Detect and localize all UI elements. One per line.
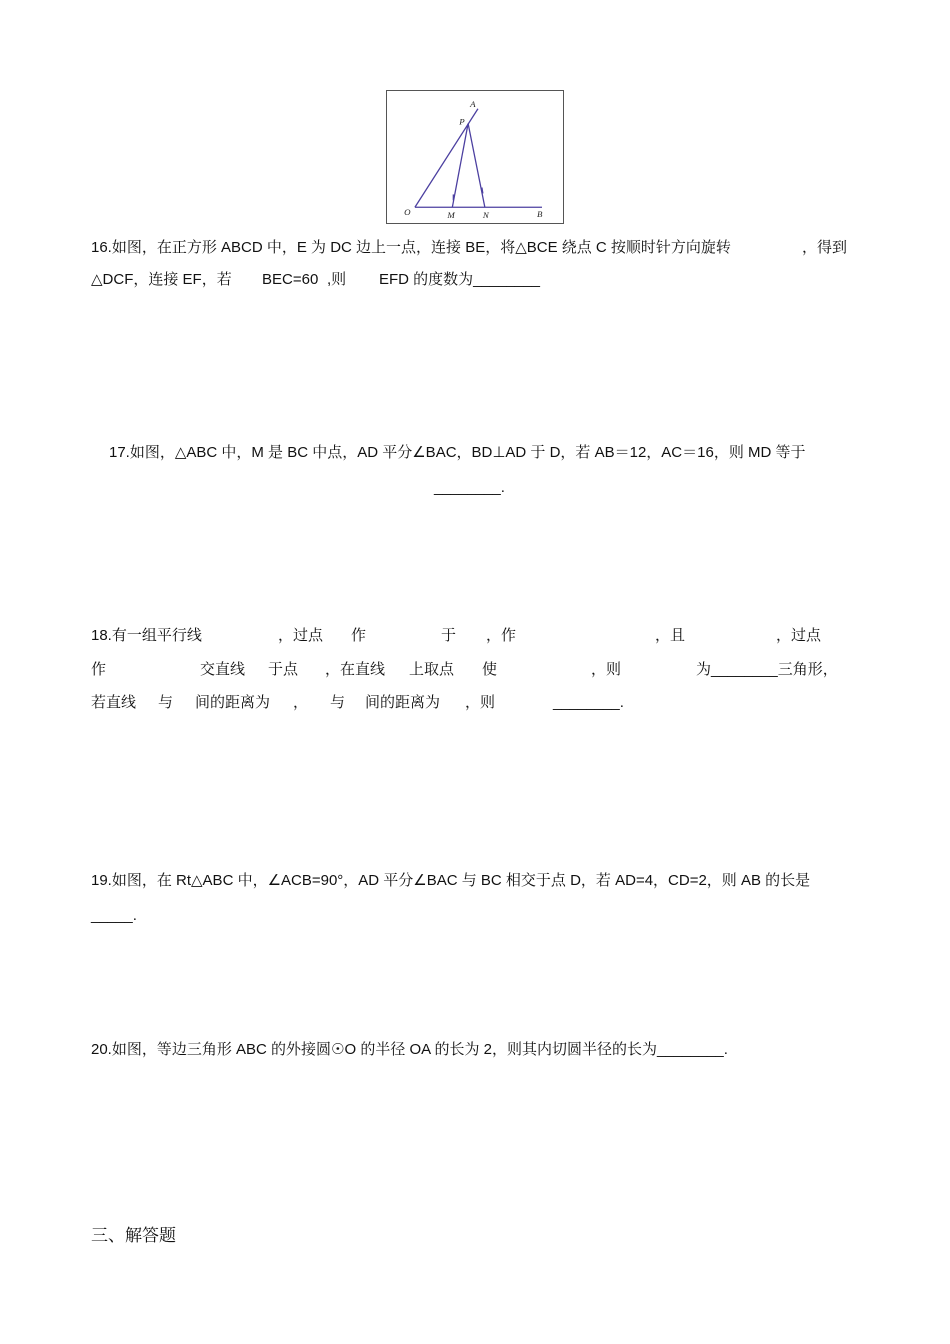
q20-line1: 20.如图，等边三角形 ABC 的外接圆☉O 的半径 OA 的长为 2，则其内切圆半径的长为________. [91,1041,728,1058]
q18-l3-1: 与 [158,694,174,711]
q16-line1: 16.如图，在正方形 ABCD 中，E 为 DC 边上一点，连接 BE，将△BCE 绕点 C 按顺时针方向旋转 [91,239,731,256]
q18-l1-1: ，过点 [278,627,324,644]
q18-l2-5: 使 [482,661,498,678]
q18-l2-2: 于点 [268,661,299,678]
q16-line2c: ,则 [327,271,347,288]
q18-l1-0: 18.有一组平行线 [91,627,202,644]
label-B: B [537,209,543,220]
q18-l2-3: ，在直线 [325,661,386,678]
q17-line2: ________. [434,479,505,496]
q18-l2-7: 为________三角形， [696,661,838,678]
q17-line1: 17.如图，△ABC 中，M 是 BC 中点，AD 平分∠BAC，BD⊥AD 于 D，若 AB＝12，AC＝16，则 MD 等于 [109,444,806,461]
q18-l3-7: ________. [553,694,624,711]
label-O: O [404,207,411,218]
q19-line2: _____. [91,907,137,924]
q18-l3-3: ， [293,694,309,711]
label-N: N [482,210,489,221]
figure-svg [387,91,563,223]
q18-l2-4: 上取点 [409,661,455,678]
q18-l1-5: ，且 [655,627,686,644]
q16-line2d: EFD 的度数为________ [379,271,540,288]
label-M: M [447,210,455,221]
q18-l3-6: ，则 [465,694,496,711]
q16-line2a: △DCF，连接 EF，若 [91,271,232,288]
q19-line1: 19.如图，在 Rt△ABC 中，∠ACB=90°，AD 平分∠BAC 与 BC 相交于点 D，若 AD=4，CD=2，则 AB 的长是 [91,872,811,889]
label-A: A [470,98,476,109]
q16-line2b: BEC=60 [262,271,319,288]
q16-line1-end: ，得到 [802,239,848,256]
geometry-figure [386,90,564,224]
q18-l2-1: 交直线 [200,661,246,678]
section-heading: 三、解答题 [91,1226,176,1245]
q18-l3-4: 与 [330,694,346,711]
q18-l3-5: 间的距离为 [365,694,441,711]
label-P: P [459,116,465,127]
q18-l1-3: 于 [441,627,457,644]
q18-l1-4: ，作 [486,627,517,644]
q18-l3-0: 若直线 [91,694,137,711]
q18-l2-6: ，则 [591,661,622,678]
q18-l3-2: 间的距离为 [195,694,271,711]
q18-l2-0: 作 [91,661,107,678]
line-PN [468,124,485,208]
q18-l1-6: ，过点 [776,627,822,644]
q18-l1-2: 作 [351,627,367,644]
